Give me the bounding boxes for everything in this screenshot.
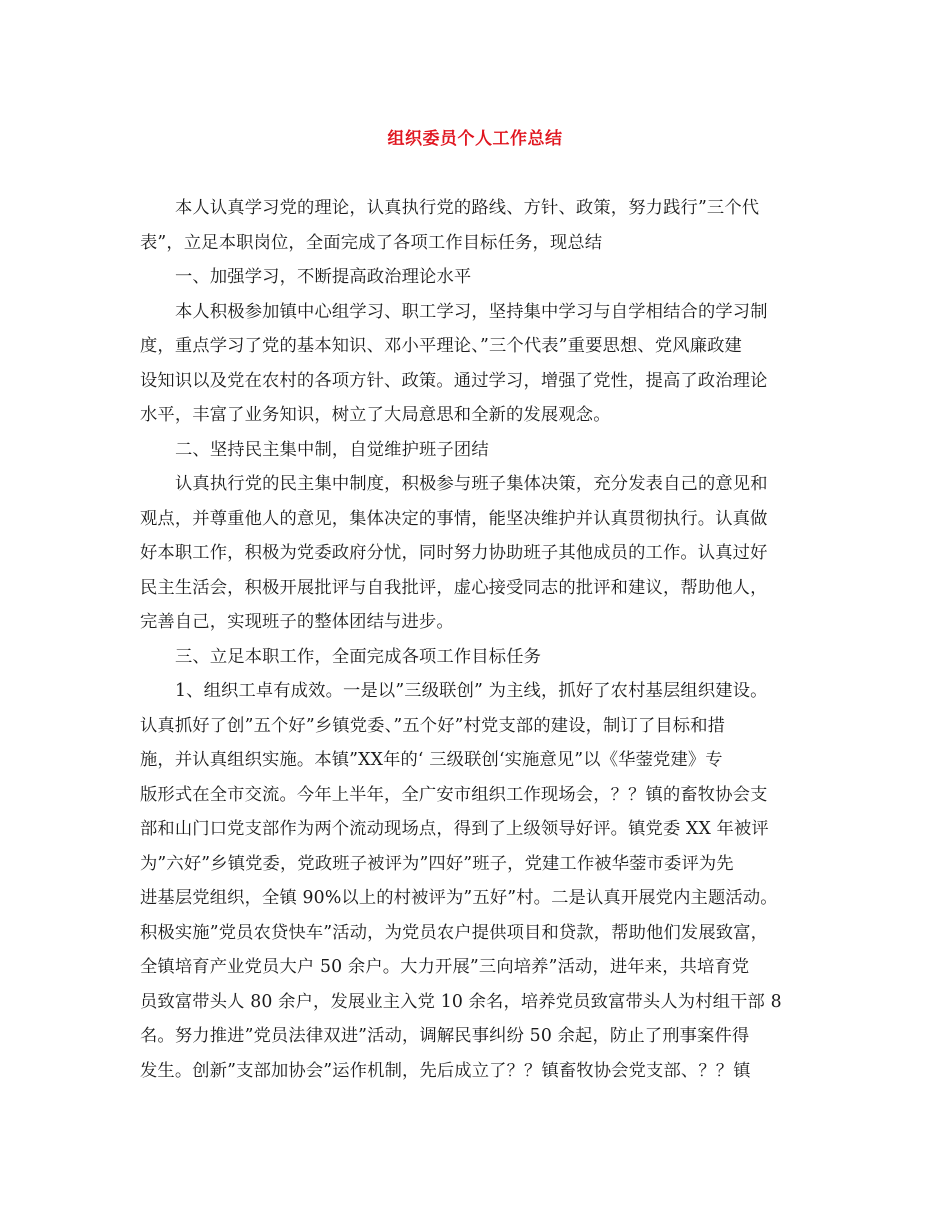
text-line: 完善自己，实现班子的整体团结与进步。 — [140, 612, 454, 632]
text-line: 一、加强学习，不断提高政治理论水平 — [175, 267, 472, 287]
text-line: 设知识以及党在农村的各项方针、政策。通过学习，增强了党性，提高了政治理论 — [140, 370, 768, 391]
text-line: 本人认真学习党的理论，认真执行党的路线、方针、政策，努力践行”三个代 — [175, 198, 760, 218]
text-line: 积极实施”党员农贷快车”活动，为党员农户提供项目和贷款，帮助他们发展致富， — [140, 922, 769, 943]
text-line: 为”六好”乡镇党委，党政班子被评为”四好”班子，党建工作被华蓥市委评为先 — [140, 853, 734, 874]
document-body — [140, 191, 820, 1088]
text-line: 认真抓好了创”五个好”乡镇党委、”五个好”村党支部的建设，制订了目标和措 — [140, 715, 726, 736]
text-line: 三、立足本职工作，全面完成各项工作目标任务 — [175, 646, 542, 667]
text-line: 全镇培育产业党员大户 50 余户。大力开展”三向培养”活动，进年来，共培育党 — [140, 957, 750, 977]
text-line: 名。努力推进”党员法律双进”活动，调解民事纠纷 50 余起，防止了刑事案件得 — [140, 1026, 750, 1046]
text-line: 水平，丰富了业务知识，树立了大局意思和全新的发展观念。 — [140, 405, 611, 425]
text-line: 1、组织工卓有成效。一是以”三级联创” 为主线，抓好了农村基层组织建设。 — [175, 681, 768, 701]
text-line: 表”，立足本职岗位，全面完成了各项工作目标任务，现总结 — [140, 232, 603, 253]
text-line: 本人积极参加镇中心组学习、职工学习，坚持集中学习与自学相结合的学习制 — [175, 301, 768, 322]
text-line: 员致富带头人 80 余户，发展业主入党 10 余名，培养党员致富带头人为村组干部 8 — [140, 991, 782, 1012]
text-line: 版形式在全市交流。今年上半年，全广安市组织工作现场会，？？镇的畜牧协会支 — [140, 784, 768, 805]
document-title: 组织委员个人工作总结 — [387, 129, 563, 149]
text-line: 度，重点学习了党的基本知识、邓小平理论、”三个代表”重要思想、党风廉政建 — [140, 336, 742, 356]
text-line: 进基层党组织，全镇 90%以上的村被评为”五好”村。二是认真开展党内主题活动。 — [140, 888, 778, 908]
text-line: 民主生活会，积极开展批评与自我批评，虚心接受同志的批评和建议，帮助他人， — [140, 577, 768, 598]
text-line: 部和山门口党支部作为两个流动现场点，得到了上级领导好评。镇党委 XX 年被评 — [140, 819, 769, 839]
text-line: 好本职工作，积极为党委政府分忧，同时努力协助班子其他成员的工作。认真过好 — [140, 543, 768, 563]
text-line: 二、坚持民主集中制，自觉维护班子团结 — [175, 439, 489, 460]
text-line: 发生。创新”支部加协会”运作机制，先后成立了？？镇畜牧协会党支部、？？镇 — [140, 1060, 751, 1081]
text-line: 观点，并尊重他人的意见，集体决定的事情，能坚决维护并认真贯彻执行。认真做 — [140, 508, 768, 529]
text-line: 认真执行党的民主集中制度，积极参与班子集体决策，充分发表自己的意见和 — [175, 474, 768, 494]
text-line: 施，并认真组织实施。本镇”XX年的‘ 三级联创‘实施意见”以《华蓥党建》专 — [140, 750, 723, 770]
